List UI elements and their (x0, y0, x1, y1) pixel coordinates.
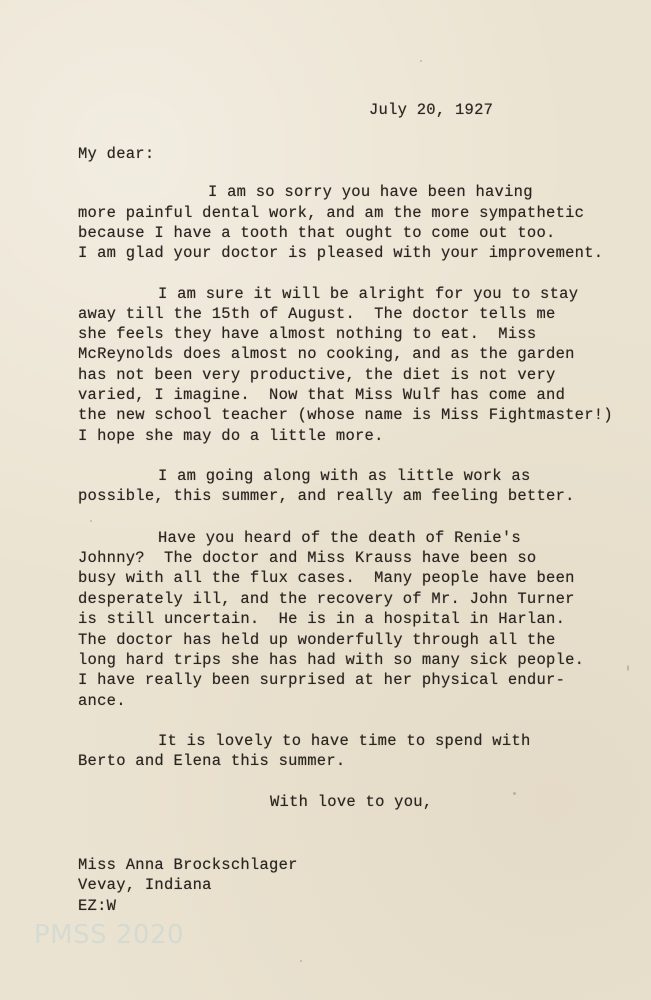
body-line: desperately ill, and the recovery of Mr. John Turner (78, 590, 575, 608)
body-line: I am sure it will be alright for you to stay (158, 285, 579, 303)
body-line: long hard trips she has had with so many sick people. (78, 651, 585, 669)
body-line: more painful dental work, and am the more sympathetic (78, 204, 585, 222)
body-line: is still uncertain. He is in a hospital in Harlan. (78, 610, 566, 628)
body-line: I am glad your doctor is pleased with your improvement. (78, 244, 604, 262)
body-line: The doctor has held up wonderfully through all the (78, 631, 556, 649)
body-line: away till the 15th of August. The doctor tells me (78, 305, 556, 323)
body-line: I am going along with as little work as (158, 467, 531, 485)
body-line: I have really been surprised at her physical endur- (78, 671, 566, 689)
body-line: busy with all the flux cases. Many people have been (78, 569, 575, 587)
paper-speck (513, 792, 516, 795)
archive-watermark: PMSS 2020 (34, 920, 185, 950)
recipient-name: Miss Anna Brockschlager (78, 856, 298, 874)
body-line: ance. (78, 692, 126, 710)
paper-speck (420, 60, 422, 62)
closing: With love to you, (270, 793, 433, 811)
recipient-location: Vevay, Indiana (78, 876, 212, 894)
body-line: varied, I imagine. Now that Miss Wulf has come and (78, 386, 566, 404)
reference-initials: EZ:W (78, 897, 117, 915)
letter-date: July 20, 1927 (369, 101, 494, 119)
salutation: My dear: (78, 145, 155, 163)
body-line: possible, this summer, and really am feeling better. (78, 487, 575, 505)
body-line: I am so sorry you have been having (208, 183, 533, 201)
paper-speck (300, 960, 302, 962)
body-line: the new school teacher (whose name is Miss Fightmaster!) (78, 406, 613, 424)
body-line: she feels they have almost nothing to eat. Miss (78, 325, 537, 343)
body-line: Johnny? The doctor and Miss Krauss have been so (78, 549, 537, 567)
body-line: Have you heard of the death of Renie's (158, 529, 521, 547)
body-line: Berto and Elena this summer. (78, 752, 346, 770)
body-line: has not been very productive, the diet is not very (78, 366, 556, 384)
paper-speck (627, 665, 629, 671)
body-line: I hope she may do a little more. (78, 427, 384, 445)
paper-speck (90, 520, 92, 522)
body-line: because I have a tooth that ought to come out too. (78, 224, 556, 242)
body-line: McReynolds does almost no cooking, and as the garden (78, 345, 575, 363)
body-line: It is lovely to have time to spend with (158, 732, 531, 750)
